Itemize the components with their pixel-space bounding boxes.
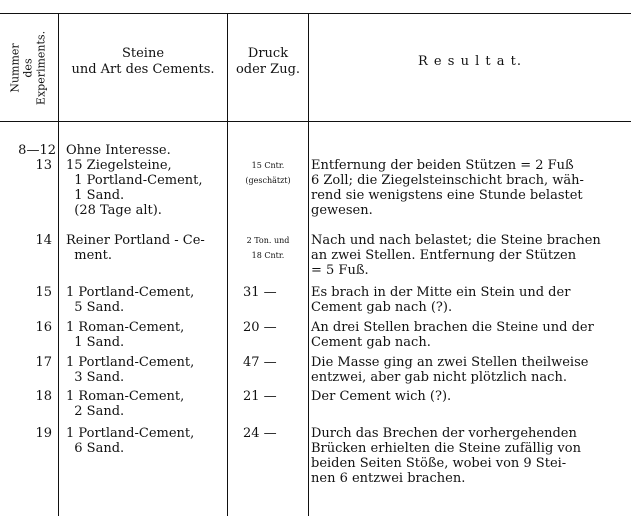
row-resultat-line: an zwei Stellen. Entfernung der Stützen [311, 248, 577, 263]
header-nummer [2, 14, 54, 122]
header-steine [59, 46, 227, 78]
row-steine-line: (28 Tage alt). [66, 203, 162, 218]
row-resultat-line: Cement gab nach (?). [311, 300, 453, 315]
row-steine-line: Ohne Interesse. [66, 143, 171, 158]
row-steine-line: 5 Sand. [66, 300, 125, 315]
row-number: 19 [35, 426, 52, 441]
row-resultat-line: Cement gab nach. [311, 335, 431, 350]
row-steine-line: Reiner Portland - Ce- [66, 233, 205, 248]
row-resultat-line: Nach und nach belastet; die Steine brachen [311, 233, 601, 248]
row-steine-line: 1 Portland-Cement, [66, 355, 195, 370]
row-druck-line: 31 — [243, 285, 277, 300]
column-rule-2 [227, 13, 228, 516]
row-steine-line: 15 Ziegelsteine, [66, 158, 172, 173]
row-steine-line: 1 Roman-Cement, [66, 320, 185, 335]
header-druck-line: oder Zug. [235, 62, 301, 77]
row-resultat-line: Brücken erhielten die Steine zufällig von [311, 441, 581, 456]
header-steine-line: Steine [121, 46, 165, 61]
row-resultat-line: beiden Seiten Stöße, wobei von 9 Stei- [311, 456, 567, 471]
row-number: 13 [35, 158, 52, 173]
row-druck-line: 24 — [243, 426, 277, 441]
column-rule-1 [58, 13, 59, 516]
row-steine-line: 1 Roman-Cement, [66, 389, 185, 404]
row-steine-line: 1 Portland-Cement, [66, 426, 195, 441]
row-druck-line: 18 Cntr. [251, 251, 285, 260]
row-resultat-line: Durch das Brechen der vorhergehenden [311, 426, 577, 441]
row-druck-line: (geschätzt) [245, 176, 291, 185]
header-bottom-rule [0, 121, 631, 122]
row-resultat-line: gewesen. [311, 203, 373, 218]
header-steine-line: und Art des Cements. [71, 62, 215, 77]
column-rule-3 [308, 13, 309, 516]
row-number: 17 [35, 355, 52, 370]
row-number: 16 [35, 320, 52, 335]
row-druck-line: 20 — [243, 320, 277, 335]
row-steine-line: 3 Sand. [66, 370, 125, 385]
row-number: 14 [35, 233, 52, 248]
row-resultat-line: Entfernung der beiden Stützen = 2 Fuß [311, 158, 574, 173]
row-number: 15 [35, 285, 52, 300]
row-resultat-line: rend sie wenigstens eine Stunde belastet [311, 188, 583, 203]
row-resultat-line: Die Masse ging an zwei Stellen theilweise [311, 355, 589, 370]
row-steine-line: 6 Sand. [66, 441, 125, 456]
row-druck-line: 2 Ton. und [246, 236, 290, 245]
row-steine-line: ment. [66, 248, 113, 263]
row-resultat-line: 6 Zoll; die Ziegelsteinschicht brach, wäh- [311, 173, 584, 188]
row-steine-line: 2 Sand. [66, 404, 125, 419]
header-druck-line: Druck [247, 46, 289, 61]
row-steine-line: 1 Sand. [66, 335, 125, 350]
top-rule [0, 13, 631, 14]
header-nummer-line: Nummer [8, 43, 22, 93]
header-nummer-line: des [21, 58, 35, 78]
header-druck [228, 46, 308, 78]
row-resultat-line: entzwei, aber gab nicht plötzlich nach. [311, 370, 567, 385]
row-resultat-line: nen 6 entzwei brachen. [311, 471, 466, 486]
row-druck-line: 47 — [243, 355, 277, 370]
row-resultat-line: = 5 Fuß. [311, 263, 369, 278]
row-druck-line: 15 Cntr. [251, 161, 285, 170]
row-steine-line: 1 Sand. [66, 188, 125, 203]
row-resultat-line: Der Cement wich (?). [311, 389, 452, 404]
row-number: 18 [35, 389, 52, 404]
row-resultat-line: Es brach in der Mitte ein Stein und der [311, 285, 571, 300]
row-druck-line: 21 — [243, 389, 277, 404]
row-steine-line: 1 Portland-Cement, [66, 285, 195, 300]
header-nummer-line: Experiments. [34, 30, 48, 106]
row-number: 8—12 [18, 143, 56, 158]
header-resultat: R e s u l t a t. [418, 54, 522, 69]
row-resultat-line: An drei Stellen brachen die Steine und der [311, 320, 594, 335]
row-steine-line: 1 Portland-Cement, [66, 173, 203, 188]
